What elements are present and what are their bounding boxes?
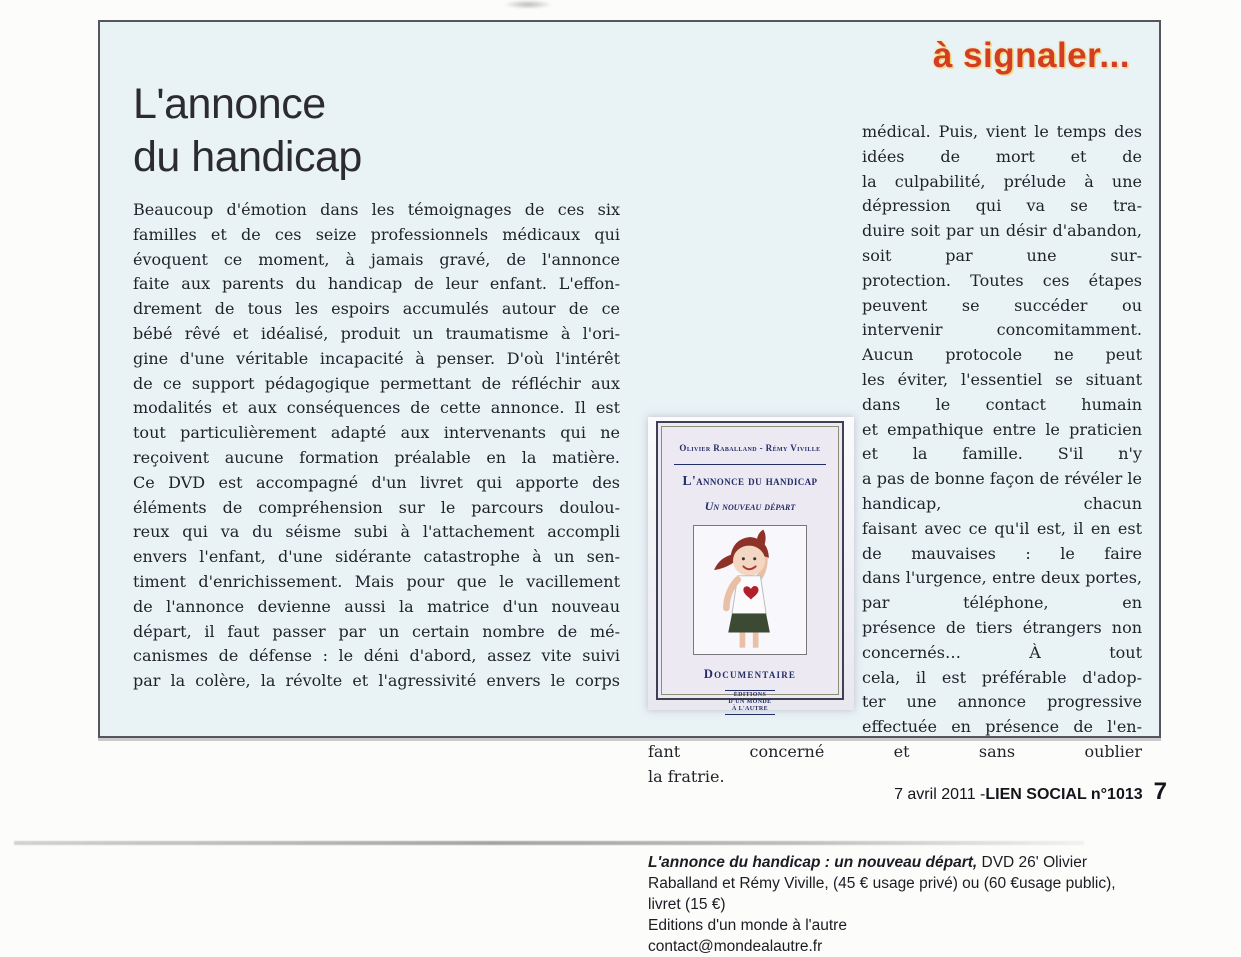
text-line: drement de tous les espoirs accumulés autour de ce [133, 299, 620, 319]
dvd-caption-title: L'annonce du handicap : un nouveau départ, [648, 853, 978, 871]
scan-smudge-top [503, 0, 553, 9]
text-line: familles et de ces seize professionnels médicaux qui [133, 224, 620, 244]
text-line: envers l'enfant, d'une sidérante catastrophe à un sen- [133, 547, 620, 567]
text-line: cela, il est préférable d'adop- [862, 667, 1142, 687]
text-line: Ce DVD est accompagné d'un livret qui apporte des [133, 472, 620, 492]
text-line: a pas de bonne façon de révéler le handicap, chacun [862, 469, 1142, 513]
dvd-caption-publisher: Editions d'un monde à l'autre [648, 916, 847, 934]
dvd-cover-image [648, 393, 854, 713]
text-line: fant concerné et sans oublier [648, 741, 1142, 761]
text-line: canismes de défense : le déni d'abord, assez vite suivi [133, 646, 620, 666]
dvd-cover-frame [661, 426, 839, 713]
text-line: dans l'urgence, entre deux portes, par téléphone, en [862, 568, 1142, 613]
article-title-line1: L'annonce [133, 80, 326, 128]
text-line: les éviter, l'essentiel se situant dans le contact humain [862, 369, 1142, 414]
text-line: la fratrie. [648, 766, 725, 786]
section-badge: à signaler... [932, 36, 1130, 75]
dvd-illustration-frame [693, 525, 807, 655]
text-line: présence de tiers étrangers non concernés… À tout [862, 617, 1142, 662]
dvd-caption-details: DVD 26' Olivier Raballand et Rémy Viville, (45 € usage privé) ou (60 €usage public), livret (15 €) [648, 853, 1116, 913]
dvd-title: L'annonce du handicap [682, 472, 818, 488]
article-column-right [648, 120, 1142, 957]
dvd-cover-background [648, 417, 854, 713]
dvd-girl-illustration [698, 526, 802, 654]
article-column-left [133, 198, 620, 694]
dvd-genre: Documentaire [703, 667, 797, 682]
text-line: intervenir concomitamment. Aucun protocole ne peut [862, 320, 1142, 365]
text-line: départ, il faut passer par un certain nombre de mé- [133, 621, 620, 641]
text-line: ÉDITIONS [733, 692, 767, 699]
article-title [133, 78, 362, 184]
text-line: faisant avec ce qu'il est, il en est de mauvaises : le faire [862, 518, 1142, 563]
dvd-caption-contact: contact@mondealautre.fr [648, 937, 823, 955]
text-line: ter une annonce progressive [862, 692, 1142, 712]
dvd-caption [648, 852, 1142, 957]
text-line: et empathique entre le praticien et la famille. S'il n'y [862, 419, 1142, 464]
text-line: médical. Puis, vient le temps des idées de mort et de [862, 122, 1142, 166]
text-line: À L'AUTRE [731, 706, 769, 713]
article-title-line2: du handicap [133, 133, 362, 181]
text-line: éléments de compréhension sur le parcours doulou- [133, 497, 620, 517]
text-line: Beaucoup d'émotion dans les témoignages de ces six [133, 200, 620, 219]
footer-journal: LIEN SOCIAL n°1013 [985, 786, 1143, 803]
dvd-authors: Olivier Raballand - Rémy Viville [679, 443, 821, 453]
text-line: de l'annonce devienne aussi la matrice d'un nouveau [133, 596, 620, 616]
text-line: de ce support pédagogique permettant de réfléchir aux [133, 373, 620, 393]
text-line: faite aux parents du handicap de leur enfant. L'effon- [133, 274, 620, 294]
text-line: la culpabilité, prélude à une dépression qui va se tra- [862, 171, 1142, 216]
dvd-divider [674, 464, 825, 465]
scan-strip-bottom [14, 841, 1084, 845]
text-line: protection. Toutes ces étapes peuvent se succéder ou [862, 270, 1142, 315]
text-line: par la colère, la révolte et l'agressivité envers le corps [133, 671, 620, 691]
text-line: tout particulièrement adapté aux intervenants qui ne [133, 423, 620, 443]
text-line: gine d'une véritable incapacité à penser. D'où l'intérêt [133, 348, 620, 368]
text-line: timent d'enrichissement. Mais pour que le vacillement [133, 571, 620, 591]
article-text-left [133, 198, 620, 694]
page-number: 7 [1153, 778, 1167, 805]
text-line: D'UN MONDE [728, 699, 772, 706]
footer-date: 7 avril 2011 - [894, 786, 986, 803]
text-line: reux qui va du séisme subi à l'attachement accompli [133, 522, 620, 542]
dvd-cover [656, 421, 844, 713]
text-line: bébé rêvé et idéalisé, produit un traumatisme à l'ori- [133, 323, 620, 343]
dvd-subtitle: Un nouveau départ [704, 498, 796, 513]
dvd-publisher-logo [725, 690, 774, 715]
text-line: duire soit par un désir d'abandon, soit par une sur- [862, 221, 1142, 265]
text-line: modalités et aux conséquences de cette annonce. Il est [133, 398, 620, 418]
page-footer [894, 778, 1167, 806]
text-line: reçoivent aucune formation préalable en la matière. [133, 447, 620, 467]
text-line: évoquent ce moment, à jamais gravé, de l'annonce [133, 249, 620, 269]
text-line: effectuée en présence de l'en- [862, 717, 1142, 737]
dvd-caption-text [648, 852, 1142, 915]
